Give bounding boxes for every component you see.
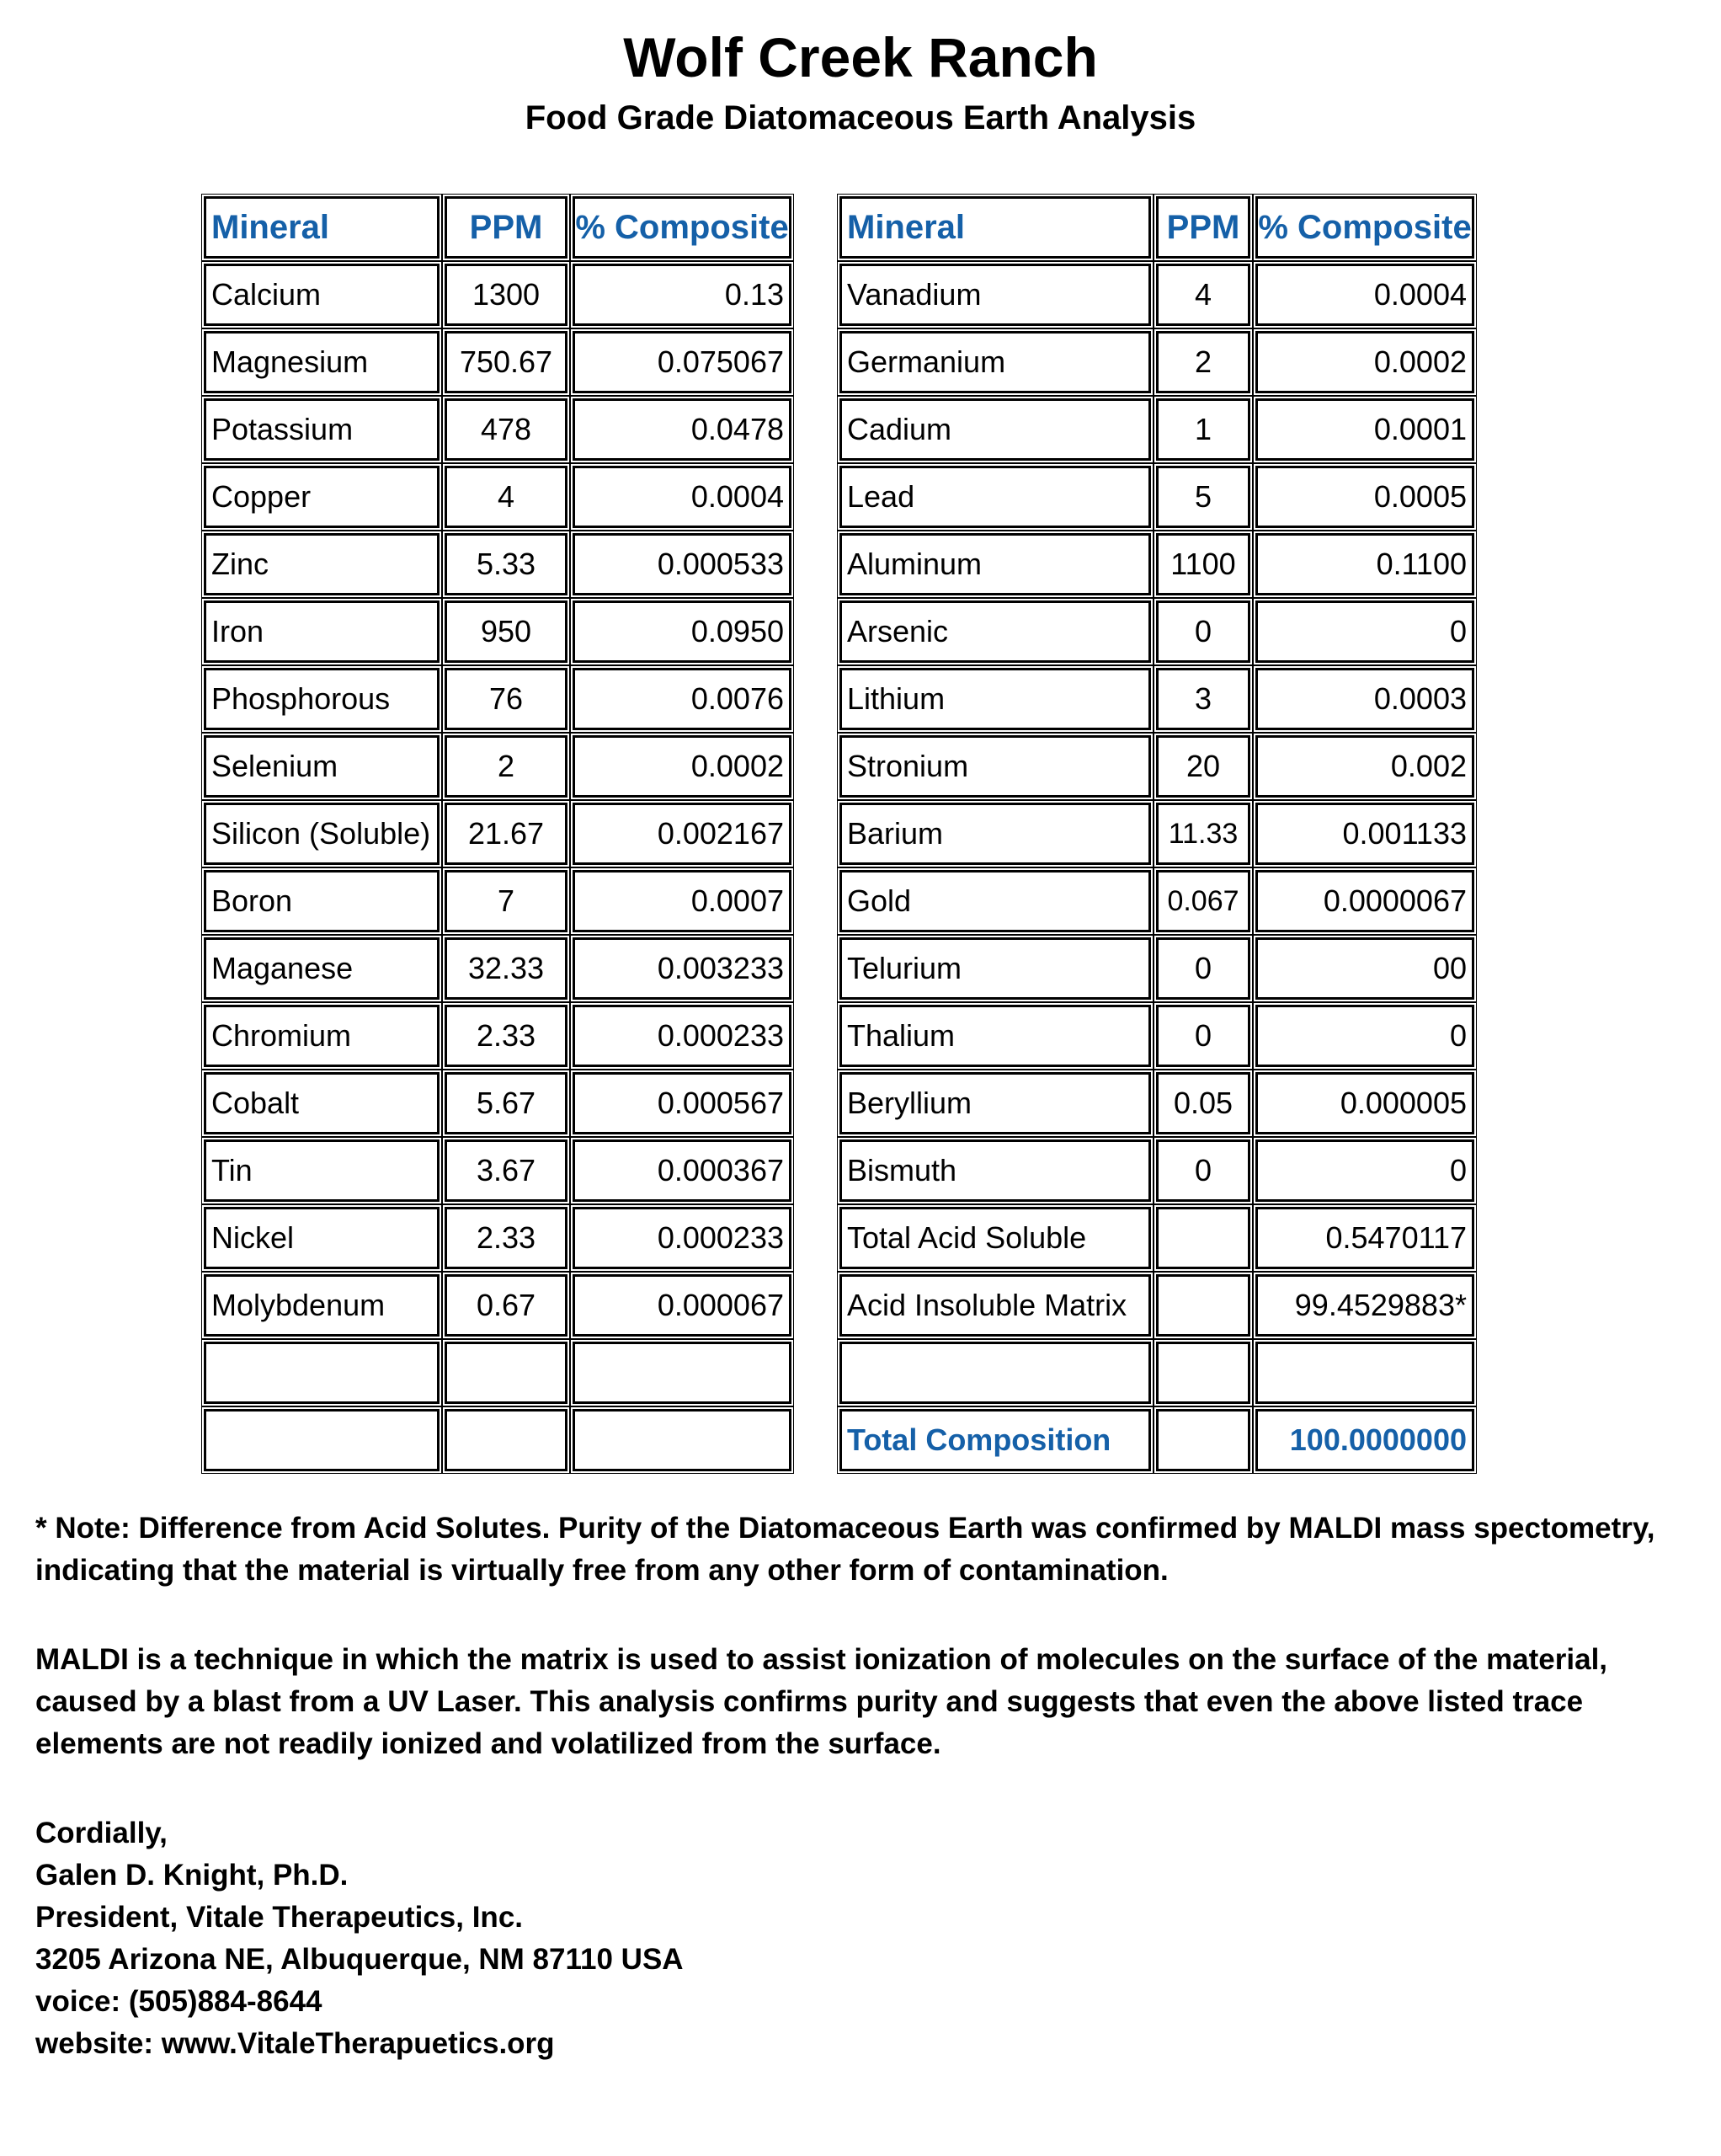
mineral-cell: Beryllium [839, 1072, 1151, 1134]
table-row [204, 533, 791, 595]
composite-cell: 99.4529883* [1255, 1274, 1474, 1337]
table-row [839, 533, 1474, 595]
composite-cell: 0.000367 [573, 1139, 791, 1202]
column-header-composite: % Composite [1255, 196, 1474, 259]
ppm-cell: 0 [1156, 1139, 1250, 1202]
column-header-ppm: PPM [1156, 196, 1250, 259]
ppm-cell: 11.33 [1156, 803, 1250, 865]
table-row [839, 668, 1474, 730]
signature-closing: Cordially, [35, 1817, 168, 1849]
ppm-cell [1156, 1274, 1250, 1337]
table-row [204, 600, 791, 663]
ppm-cell: 0 [1156, 600, 1250, 663]
mineral-cell: Copper [204, 466, 440, 528]
composite-cell: 0.000233 [573, 1207, 791, 1269]
table-row [204, 466, 791, 528]
ppm-cell: 1300 [445, 264, 567, 326]
ppm-cell: 2.33 [445, 1005, 567, 1067]
table-header-row [204, 196, 791, 259]
ppm-cell: 4 [1156, 264, 1250, 326]
ppm-cell: 0 [1156, 937, 1250, 1000]
composite-cell: 0.13 [573, 264, 791, 326]
table-row [204, 398, 791, 461]
mineral-cell: Stronium [839, 735, 1151, 798]
composite-cell: 0.002 [1255, 735, 1474, 798]
table-row [839, 735, 1474, 798]
table-row [204, 1139, 791, 1202]
table-row [204, 1342, 791, 1404]
ppm-cell: 1 [1156, 398, 1250, 461]
composite-cell: 00 [1255, 937, 1474, 1000]
composite-cell: 0.0004 [573, 466, 791, 528]
composite-cell: 0.001133 [1255, 803, 1474, 865]
ppm-cell: 0.067 [1156, 870, 1250, 932]
composite-cell: 0 [1255, 1005, 1474, 1067]
mineral-cell: Lead [839, 466, 1151, 528]
ppm-cell [1156, 1409, 1250, 1471]
composite-cell: 0.0002 [573, 735, 791, 798]
ppm-cell: 750.67 [445, 331, 567, 393]
table-header-row [839, 196, 1474, 259]
table-row [204, 668, 791, 730]
mineral-cell: Selenium [204, 735, 440, 798]
table-row [204, 1409, 791, 1471]
signature-address: 3205 Arizona NE, Albuquerque, NM 87110 USA [35, 1943, 684, 1976]
composite-cell: 100.0000000 [1255, 1409, 1474, 1471]
table-row [204, 1072, 791, 1134]
composite-cell: 0.0950 [573, 600, 791, 663]
mineral-cell: Aluminum [839, 533, 1151, 595]
ppm-cell: 478 [445, 398, 567, 461]
ppm-cell: 2.33 [445, 1207, 567, 1269]
ppm-cell: 21.67 [445, 803, 567, 865]
composite-cell: 0.0000067 [1255, 870, 1474, 932]
table-row [204, 735, 791, 798]
mineral-table-left [204, 196, 791, 1476]
mineral-cell: Iron [204, 600, 440, 663]
mineral-cell: Lithium [839, 668, 1151, 730]
table-row [204, 1274, 791, 1337]
composite-cell: 0.0005 [1255, 466, 1474, 528]
table-row [839, 1342, 1474, 1404]
table-row [839, 803, 1474, 865]
ppm-cell [1156, 1207, 1250, 1269]
mineral-cell [204, 1409, 440, 1471]
ppm-cell: 5 [1156, 466, 1250, 528]
mineral-table-right [839, 196, 1474, 1476]
mineral-cell: Barium [839, 803, 1151, 865]
mineral-cell: Arsenic [839, 600, 1151, 663]
mineral-cell: Magnesium [204, 331, 440, 393]
table-row [839, 398, 1474, 461]
table-row [204, 870, 791, 932]
composite-cell: 0.5470117 [1255, 1207, 1474, 1269]
mineral-cell: Boron [204, 870, 440, 932]
table-row [204, 1207, 791, 1269]
composite-cell [573, 1342, 791, 1404]
ppm-cell: 1100 [1156, 533, 1250, 595]
mineral-cell: Telurium [839, 937, 1151, 1000]
table-row [839, 466, 1474, 528]
mineral-cell: Thalium [839, 1005, 1151, 1067]
table-row [204, 1005, 791, 1067]
ppm-cell [445, 1409, 567, 1471]
ppm-cell: 950 [445, 600, 567, 663]
table-row [839, 1409, 1474, 1471]
ppm-cell: 32.33 [445, 937, 567, 1000]
table-row [839, 1005, 1474, 1067]
table-row [204, 331, 791, 393]
ppm-cell: 3 [1156, 668, 1250, 730]
ppm-cell: 20 [1156, 735, 1250, 798]
mineral-cell: Acid Insoluble Matrix [839, 1274, 1151, 1337]
mineral-cell: Nickel [204, 1207, 440, 1269]
composite-cell: 0 [1255, 1139, 1474, 1202]
notes-section [35, 1508, 1686, 2065]
mineral-cell [839, 1342, 1151, 1404]
composite-cell: 0.0007 [573, 870, 791, 932]
mineral-cell: Bismuth [839, 1139, 1151, 1202]
composite-cell: 0.0004 [1255, 264, 1474, 326]
signature-block [35, 1812, 1686, 2065]
ppm-cell: 5.33 [445, 533, 567, 595]
ppm-cell [445, 1342, 567, 1404]
page-title: Wolf Creek Ranch [623, 26, 1098, 88]
ppm-cell: 0.05 [1156, 1072, 1250, 1134]
mineral-cell: Cadium [839, 398, 1151, 461]
signature-voice: voice: (505)884-8644 [35, 1985, 322, 2018]
table-row [839, 937, 1474, 1000]
composite-cell: 0.0001 [1255, 398, 1474, 461]
mineral-cell: Total Composition [839, 1409, 1151, 1471]
mineral-cell: Phosphorous [204, 668, 440, 730]
table-row [839, 331, 1474, 393]
composite-cell: 0.000567 [573, 1072, 791, 1134]
table-row [839, 1072, 1474, 1134]
signature-website: website: www.VitaleTherapuetics.org [35, 2027, 555, 2060]
table-row [839, 264, 1474, 326]
page-subtitle: Food Grade Diatomaceous Earth Analysis [525, 99, 1196, 136]
note-maldi: MALDI is a technique in which the matrix is used to assist ionization of molecules on the surface of the material, caused by a blast from a UV Laser. This analysis confirms purity and suggests that even the above listed trace elements are not readily ionized and volatilized from the surface. [35, 1643, 1608, 1760]
ppm-cell: 2 [1156, 331, 1250, 393]
ppm-cell: 0 [1156, 1005, 1250, 1067]
composite-cell: 0.000233 [573, 1005, 791, 1067]
table-row [839, 600, 1474, 663]
composite-cell: 0.075067 [573, 331, 791, 393]
table-row [839, 870, 1474, 932]
mineral-cell: Gold [839, 870, 1151, 932]
mineral-cell [204, 1342, 440, 1404]
table-row [204, 264, 791, 326]
composite-cell: 0.0076 [573, 668, 791, 730]
note-difference: * Note: Difference from Acid Solutes. Purity of the Diatomaceous Earth was confirmed by MALDI mass spectometry, indicating that the material is virtually free from any other form of contamination. [35, 1512, 1655, 1587]
composite-cell: 0.002167 [573, 803, 791, 865]
ppm-cell: 3.67 [445, 1139, 567, 1202]
composite-cell: 0.0478 [573, 398, 791, 461]
ppm-cell: 5.67 [445, 1072, 567, 1134]
composite-cell: 0.0003 [1255, 668, 1474, 730]
composite-cell: 0.0002 [1255, 331, 1474, 393]
mineral-cell: Silicon (Soluble) [204, 803, 440, 865]
column-header-mineral: Mineral [839, 196, 1151, 259]
composite-cell: 0.000533 [573, 533, 791, 595]
ppm-cell: 7 [445, 870, 567, 932]
mineral-cell: Molybdenum [204, 1274, 440, 1337]
composite-cell: 0.003233 [573, 937, 791, 1000]
table-row [204, 803, 791, 865]
mineral-cell: Zinc [204, 533, 440, 595]
table-row [839, 1139, 1474, 1202]
mineral-cell: Germanium [839, 331, 1151, 393]
composite-cell: 0.1100 [1255, 533, 1474, 595]
composite-cell: 0.000005 [1255, 1072, 1474, 1134]
table-row [839, 1207, 1474, 1269]
mineral-cell: Calcium [204, 264, 440, 326]
mineral-cell: Cobalt [204, 1072, 440, 1134]
mineral-cell: Total Acid Soluble [839, 1207, 1151, 1269]
mineral-cell: Maganese [204, 937, 440, 1000]
composite-cell: 0.000067 [573, 1274, 791, 1337]
composite-cell [573, 1409, 791, 1471]
mineral-cell: Potassium [204, 398, 440, 461]
composite-cell: 0 [1255, 600, 1474, 663]
ppm-cell [1156, 1342, 1250, 1404]
ppm-cell: 4 [445, 466, 567, 528]
table-row [204, 937, 791, 1000]
table-row [839, 1274, 1474, 1337]
signature-position: President, Vitale Therapeutics, Inc. [35, 1901, 524, 1934]
signature-name: Galen D. Knight, Ph.D. [35, 1859, 349, 1892]
composite-cell [1255, 1342, 1474, 1404]
mineral-cell: Chromium [204, 1005, 440, 1067]
mineral-cell: Tin [204, 1139, 440, 1202]
column-header-mineral: Mineral [204, 196, 440, 259]
column-header-composite: % Composite [573, 196, 791, 259]
ppm-cell: 76 [445, 668, 567, 730]
ppm-cell: 2 [445, 735, 567, 798]
mineral-cell: Vanadium [839, 264, 1151, 326]
column-header-ppm: PPM [445, 196, 567, 259]
ppm-cell: 0.67 [445, 1274, 567, 1337]
